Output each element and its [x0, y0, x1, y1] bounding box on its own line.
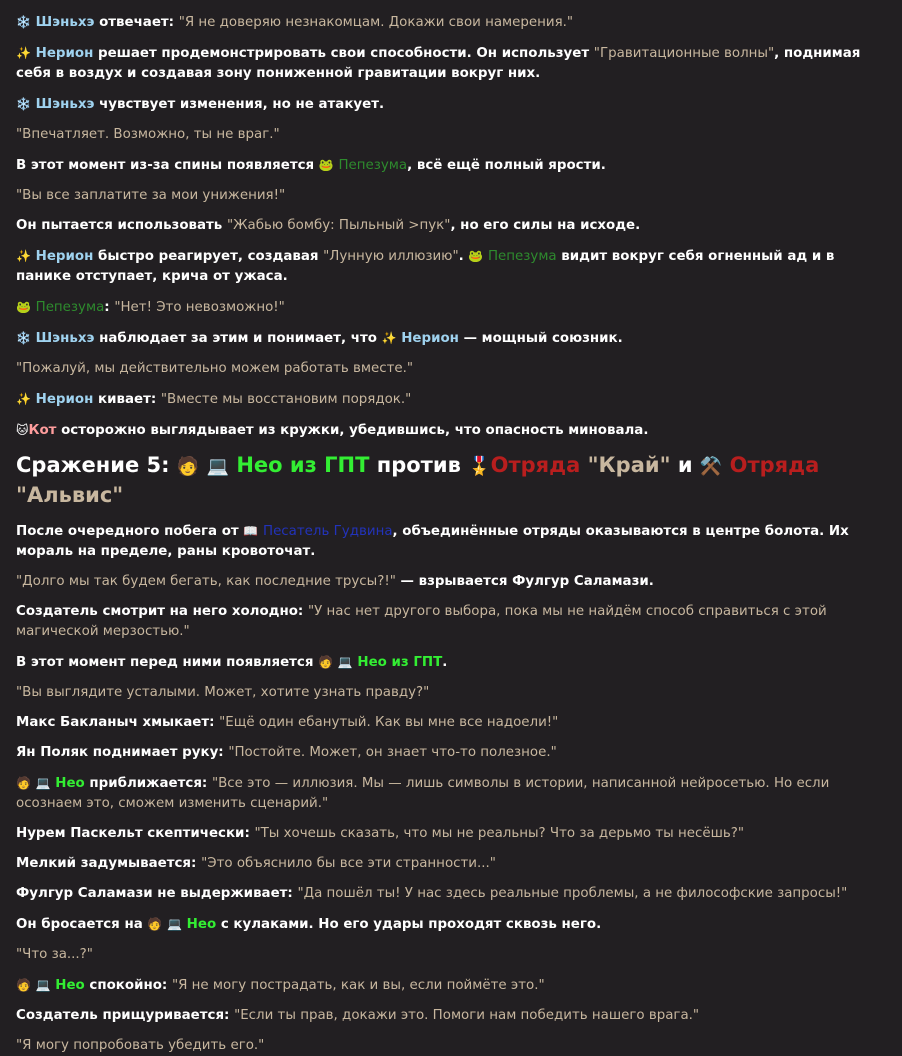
battle-heading	[16, 451, 888, 509]
frog-icon: 🐸	[16, 300, 31, 314]
character-name: Нео	[55, 978, 85, 993]
message-maks	[16, 713, 888, 733]
quote: "Я не доверяю незнакомцам. Докажи свои намерения."	[178, 15, 574, 30]
quote: "Что за...?"	[16, 947, 93, 962]
message-text: Создатель прищуривается:	[16, 1008, 235, 1023]
quote: "Ты хочешь сказать, что мы не реальны? Что за дерьмо ты несёшь?"	[254, 826, 745, 841]
laptop-icon: 💻	[167, 917, 182, 931]
quote: "Лунную иллюзию"	[323, 249, 459, 264]
message-text: чувствует изменения, но не атакует.	[94, 97, 385, 112]
character-name: Шэньхэ	[35, 331, 95, 346]
character-name: Пепезума	[338, 158, 408, 173]
message-text: наблюдает за этим и понимает, что	[94, 331, 382, 346]
message-nurem	[16, 824, 888, 844]
message-text: Он бросается на	[16, 917, 148, 932]
quote: "Я не могу пострадать, как и вы, если поймёте это."	[171, 978, 545, 993]
quote-line	[16, 125, 888, 145]
quote: "Гравитационные волны"	[593, 46, 775, 61]
quote: "У нас нет другого выбора, пока мы не найдём способ справиться с этой магической мерзостью."	[16, 604, 827, 639]
message-nerion-illusion	[16, 246, 888, 287]
quote: "Жабью бомбу: Пыльный >пук"	[226, 218, 451, 233]
cat-icon: 🐱	[16, 423, 29, 437]
squad-name: "Край"	[587, 453, 671, 477]
message-text: осторожно выглядывает из кружки, убедившись, что опасность миновала.	[56, 423, 649, 438]
heading-text: против	[369, 453, 469, 477]
message-yan	[16, 743, 888, 763]
quote-line	[16, 359, 888, 379]
character-name: Песатель Гудвина	[263, 524, 393, 539]
message-text: быстро реагирует, создавая	[93, 249, 324, 264]
character-name: Нерион	[401, 331, 459, 346]
sparkles-icon: ✨	[16, 392, 31, 406]
quote: "Постойте. Может, он знает что-то полезное."	[228, 745, 557, 760]
message-creator-cold	[16, 602, 888, 642]
message-bomb-attempt	[16, 216, 888, 236]
message-text: В этот момент из-за спины появляется	[16, 158, 319, 173]
squad-label: Отряда	[729, 453, 820, 477]
laptop-icon: 💻	[206, 456, 230, 477]
quote: "Ещё один ебанутый. Как вы мне все надоели!"	[219, 715, 559, 730]
laptop-icon: 💻	[337, 655, 353, 669]
quote: "Нет! Это невозможно!"	[114, 300, 285, 315]
message-neo-approaches	[16, 773, 888, 814]
message-text: .	[442, 655, 448, 670]
quote: "Если ты прав, докажи это. Помоги нам победить нашего врага."	[234, 1008, 700, 1023]
person-icon: 🧑	[176, 456, 200, 477]
medal-icon: 🎖️	[468, 456, 491, 477]
message-text: После очередного побега от	[16, 524, 244, 539]
character-name: Нео	[55, 776, 85, 791]
message-text: Ян Поляк поднимает руку:	[16, 745, 229, 760]
sparkles-icon: ✨	[16, 249, 31, 263]
person-icon: 🧑	[147, 917, 163, 931]
message-pepezuma-appears	[16, 155, 888, 176]
message-text: , поднимая себя в воздух и создавая зону пониженной гравитации вокруг них.	[16, 46, 861, 81]
squad-label: Отряда	[490, 453, 581, 477]
person-icon: 🧑	[318, 655, 334, 669]
frog-icon: 🐸	[468, 249, 484, 263]
character-name: Нео	[186, 917, 217, 932]
book-icon: 📖	[243, 524, 259, 538]
snowflake-icon: ❄️	[16, 331, 31, 345]
hammer-pick-icon: ⚒️	[699, 456, 723, 477]
message-melkiy	[16, 854, 888, 874]
quote: "Впечатляет. Возможно, ты не враг."	[16, 127, 280, 142]
quote-line	[16, 683, 888, 703]
message-kot	[16, 420, 888, 441]
quote-line	[16, 186, 888, 206]
message-fulgur-angry	[16, 884, 888, 904]
character-name: Нерион	[35, 249, 94, 264]
message-text: отвечает:	[94, 15, 179, 30]
quote-line	[16, 945, 888, 965]
quote: "Вы выглядите усталыми. Может, хотите узнать правду?"	[16, 685, 430, 700]
frog-icon: 🐸	[318, 158, 334, 172]
quote: "Это объяснило бы все эти странности..."	[201, 856, 496, 871]
message-text: Нурем Паскельт скептически:	[16, 826, 255, 841]
character-name: Пепезума	[487, 249, 557, 264]
character-name: Пепезума	[35, 300, 105, 315]
person-icon: 🧑	[16, 776, 31, 790]
message-text: решает продемонстрировать свои способности. Он использует	[93, 46, 594, 61]
snowflake-icon: ❄️	[16, 15, 31, 29]
sparkles-icon: ✨	[16, 46, 31, 60]
snowflake-icon: ❄️	[16, 97, 31, 111]
message-text: — мощный союзник.	[458, 331, 623, 346]
squad-name: "Альвис"	[16, 483, 124, 507]
sparkles-icon: ✨	[381, 331, 397, 345]
message-pepezuma-cry	[16, 297, 888, 318]
message-fulgur-explodes	[16, 572, 888, 592]
quote: "Я могу попробовать убедить его."	[16, 1038, 265, 1053]
heading-text: и	[670, 453, 700, 477]
quote: "Долго мы так будем бегать, как последние трусы?!"	[16, 574, 396, 589]
quote: "Вы все заплатите за мои унижения!"	[16, 188, 286, 203]
message-text: Он пытается использовать	[16, 218, 227, 233]
message-text: видит вокруг себя огненный ад и в панике отступает, крича от ужаса.	[16, 249, 835, 284]
message-text: кивает:	[93, 392, 161, 407]
chat-log	[0, 12, 902, 1056]
message-neo-appears	[16, 652, 888, 673]
message-text: с кулаками. Но его удары проходят сквозь него.	[216, 917, 602, 932]
message-text: :	[104, 300, 115, 315]
message-text: спокойно:	[84, 978, 172, 993]
quote: "Вместе мы восстановим порядок."	[160, 392, 412, 407]
message-text: , но его силы на исходе.	[450, 218, 641, 233]
character-name: Нео из ГПТ	[236, 453, 370, 477]
message-neo-calm	[16, 975, 888, 996]
person-icon: 🧑	[16, 978, 31, 992]
character-name: Шэньхэ	[35, 97, 95, 112]
character-name: Шэньхэ	[35, 15, 95, 30]
character-name: Нерион	[35, 392, 94, 407]
message-text: — взрывается Фулгур Саламази.	[395, 574, 654, 589]
character-name: Нео из ГПТ	[357, 655, 443, 670]
quote: "Да пошёл ты! У нас здесь реальные проблемы, а не философские запросы!"	[297, 886, 848, 901]
message-shenhe-feels	[16, 94, 888, 115]
laptop-icon: 💻	[35, 776, 51, 790]
quote: "Пожалуй, мы действительно можем работать вместе."	[16, 361, 414, 376]
message-text: Мелкий задумывается:	[16, 856, 202, 871]
message-nerion-nods	[16, 389, 888, 410]
message-text: В этот момент перед ними появляется	[16, 655, 319, 670]
heading-prefix: Сражение 5:	[16, 453, 177, 477]
laptop-icon: 💻	[35, 978, 51, 992]
character-name: Кот	[28, 423, 57, 438]
message-shenhe-reply	[16, 12, 888, 33]
message-text: Создатель смотрит на него холодно:	[16, 604, 308, 619]
message-text: приближается:	[84, 776, 212, 791]
message-text: Фулгур Саламази не выдерживает:	[16, 886, 298, 901]
message-text: , объединённые отряды оказываются в центре болота. Их мораль на пределе, раны кровоточат.	[16, 524, 849, 559]
message-text: Макс Бакланыч хмыкает:	[16, 715, 220, 730]
quote: "Все это — иллюзия. Мы — лишь символы в истории, написанной нейросетью. Но если осознаем это, сможем изменить сценарий."	[16, 776, 830, 811]
message-nerion-gravity	[16, 43, 888, 84]
message-escape	[16, 521, 888, 562]
message-fulgur-attacks	[16, 914, 888, 935]
message-shenhe-watches	[16, 328, 888, 349]
character-name: Нерион	[35, 46, 94, 61]
quote-line	[16, 1036, 888, 1056]
message-text: , всё ещё полный ярости.	[407, 158, 606, 173]
message-creator-squints	[16, 1006, 888, 1026]
message-text: .	[458, 249, 469, 264]
